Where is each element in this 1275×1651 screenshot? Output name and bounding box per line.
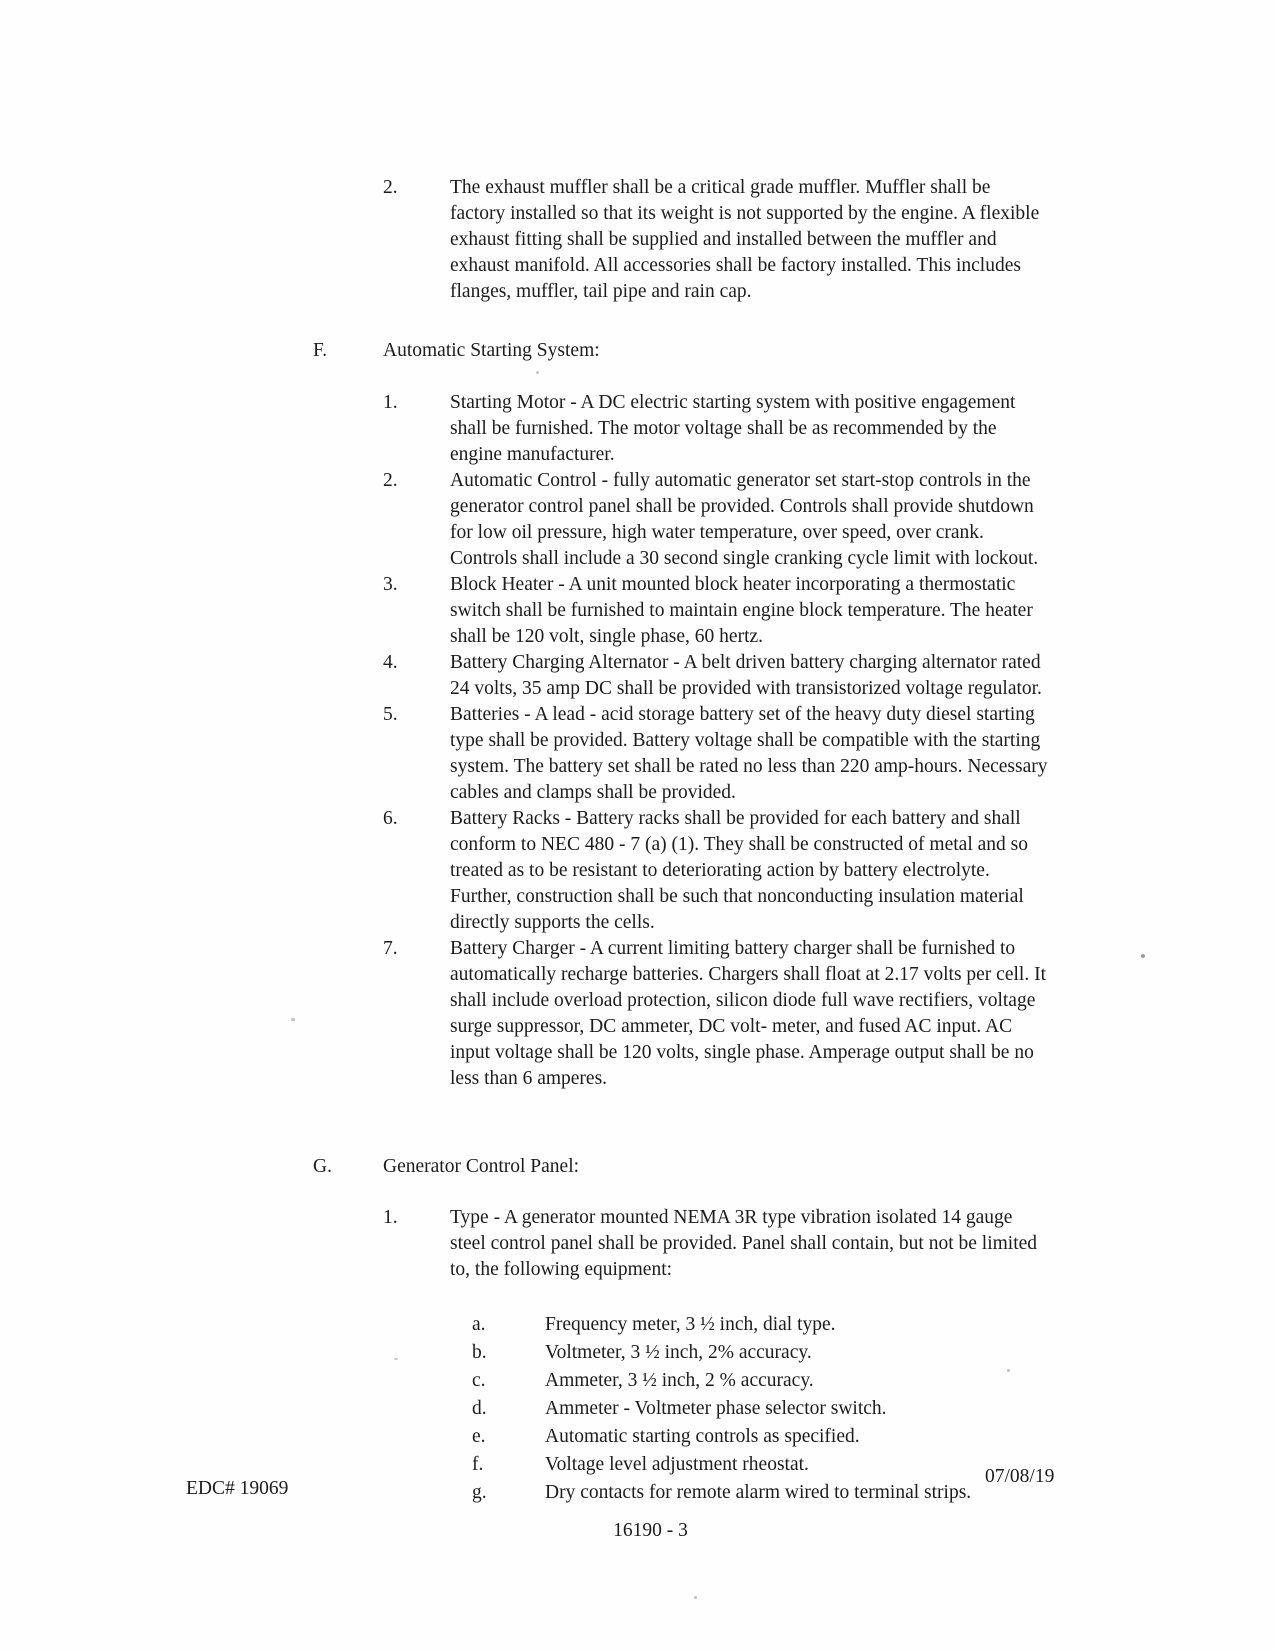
section-heading bbox=[313, 1154, 1050, 1180]
sub-item-letter: c. bbox=[472, 1370, 486, 1391]
item-text: Battery Charger - A current limiting battery charger shall be furnished to automatically recharge batteries. Chargers shall float at 2.17 volts per cell. It shall include overload protection, silicon diode full wave rectifiers, voltage surge suppressor, DC ammeter, DC volt- meter, and fused AC input. AC input voltage shall be 120 volts, single phase. Amperage output shall be no less than 6 amperes. bbox=[450, 938, 1046, 1089]
list-item-starting-motor bbox=[383, 390, 1050, 468]
sub-item-letter: g. bbox=[472, 1482, 487, 1503]
list-item-exhaust-muffler bbox=[383, 175, 1050, 305]
footer-document-ref: EDC# 19069 bbox=[186, 1478, 289, 1499]
list-item-battery-charging-alternator bbox=[383, 650, 1050, 702]
item-text: Batteries - A lead - acid storage battery set of the heavy duty diesel starting type shall be provided. Battery voltage shall be compatible with the starting system. The battery set shall be rated no less than 220 amp-hours. Necessary cables and clamps shall be provided. bbox=[450, 704, 1048, 803]
section-letter: F. bbox=[313, 340, 328, 361]
section-letter: G. bbox=[313, 1156, 332, 1177]
sub-item-phase-selector-switch bbox=[472, 1395, 1050, 1423]
sub-item-text: Ammeter - Voltmeter phase selector switch. bbox=[545, 1398, 887, 1419]
sub-item-letter: b. bbox=[472, 1342, 487, 1363]
item-text: Automatic Control - fully automatic generator set start-stop controls in the generator control panel shall be provided. Controls shall provide shutdown for low oil pressure, high water temperature, over speed, over crank. Controls shall include a 30 second single cranking cycle limit with lockout. bbox=[450, 470, 1039, 569]
item-number: 2. bbox=[383, 177, 398, 198]
list-item-panel-type bbox=[383, 1205, 1050, 1283]
footer-page-number: 16190 - 3 bbox=[613, 1520, 688, 1541]
list-item-automatic-control bbox=[383, 468, 1050, 572]
section-automatic-starting-system bbox=[313, 338, 1050, 1092]
sub-item-letter: d. bbox=[472, 1398, 487, 1419]
item-number: 7. bbox=[383, 938, 398, 959]
item-number: 4. bbox=[383, 652, 398, 673]
sub-item-text: Automatic starting controls as specified. bbox=[545, 1426, 860, 1447]
sub-item-voltage-rheostat bbox=[472, 1451, 1050, 1479]
section-title: Automatic Starting System: bbox=[383, 340, 600, 361]
scan-speck bbox=[536, 371, 539, 374]
section-heading bbox=[313, 338, 1050, 364]
sub-item-voltmeter bbox=[472, 1339, 1050, 1367]
item-text: Battery Charging Alternator - A belt driven battery charging alternator rated 24 volts, 35 amp DC shall be provided with transistorized voltage regulator. bbox=[450, 652, 1042, 699]
item-text: The exhaust muffler shall be a critical grade muffler. Muffler shall be factory installed so that its weight is not supported by the engine. A flexible exhaust fitting shall be supplied and installed between the muffler and exhaust manifold. All accessories shall be factory installed. This includes flanges, muffler, tail pipe and rain cap. bbox=[450, 177, 1040, 302]
list-item-battery-racks bbox=[383, 806, 1050, 936]
scan-speck bbox=[291, 1018, 295, 1021]
sub-item-text: Frequency meter, 3 ½ inch, dial type. bbox=[545, 1314, 836, 1335]
item-text: Starting Motor - A DC electric starting system with positive engagement shall be furnished. The motor voltage shall be as recommended by the engine manufacturer. bbox=[450, 392, 1016, 465]
sub-item-text: Voltmeter, 3 ½ inch, 2% accuracy. bbox=[545, 1342, 812, 1363]
numbered-list bbox=[383, 390, 1050, 1092]
sub-item-starting-controls bbox=[472, 1423, 1050, 1451]
lettered-sub-list bbox=[472, 1311, 1050, 1507]
numbered-list bbox=[383, 1205, 1050, 1283]
footer-date: 07/08/19 bbox=[985, 1466, 1055, 1487]
item-number: 1. bbox=[383, 1207, 398, 1228]
sub-item-dry-contacts bbox=[472, 1479, 1050, 1507]
scan-speck bbox=[1141, 954, 1145, 958]
section-generator-control-panel bbox=[313, 1154, 1050, 1507]
sub-item-ammeter bbox=[472, 1367, 1050, 1395]
sub-item-frequency-meter bbox=[472, 1311, 1050, 1339]
list-item-batteries bbox=[383, 702, 1050, 806]
sub-item-text: Dry contacts for remote alarm wired to terminal strips. bbox=[545, 1482, 972, 1503]
scan-speck bbox=[694, 1596, 697, 1599]
item-number: 1. bbox=[383, 392, 398, 413]
scan-speck bbox=[394, 1358, 398, 1360]
sub-item-text: Ammeter, 3 ½ inch, 2 % accuracy. bbox=[545, 1370, 814, 1391]
item-text: Block Heater - A unit mounted block heater incorporating a thermostatic switch shall be furnished to maintain engine block temperature. The heater shall be 120 volt, single phase, 60 hertz. bbox=[450, 574, 1033, 647]
sub-item-text: Voltage level adjustment rheostat. bbox=[545, 1454, 809, 1475]
item-text: Battery Racks - Battery racks shall be provided for each battery and shall conform to NEC 480 - 7 (a) (1). They shall be constructed of metal and so treated as to be resistant to deteriorating action by battery electrolyte. Further, construction shall be such that nonconducting insulation material directly supports the cells. bbox=[450, 808, 1028, 933]
sub-item-letter: f. bbox=[472, 1454, 484, 1475]
scan-speck bbox=[1007, 1369, 1010, 1372]
sub-item-letter: a. bbox=[472, 1314, 486, 1335]
item-number: 3. bbox=[383, 574, 398, 595]
list-item-block-heater bbox=[383, 572, 1050, 650]
list-item-battery-charger bbox=[383, 936, 1050, 1092]
item-number: 2. bbox=[383, 470, 398, 491]
item-text: Type - A generator mounted NEMA 3R type vibration isolated 14 gauge steel control panel shall be provided. Panel shall contain, but not be limited to, the following equipment: bbox=[450, 1207, 1038, 1280]
item-number: 6. bbox=[383, 808, 398, 829]
section-title: Generator Control Panel: bbox=[383, 1156, 580, 1177]
sub-item-letter: e. bbox=[472, 1426, 486, 1447]
item-number: 5. bbox=[383, 704, 398, 725]
